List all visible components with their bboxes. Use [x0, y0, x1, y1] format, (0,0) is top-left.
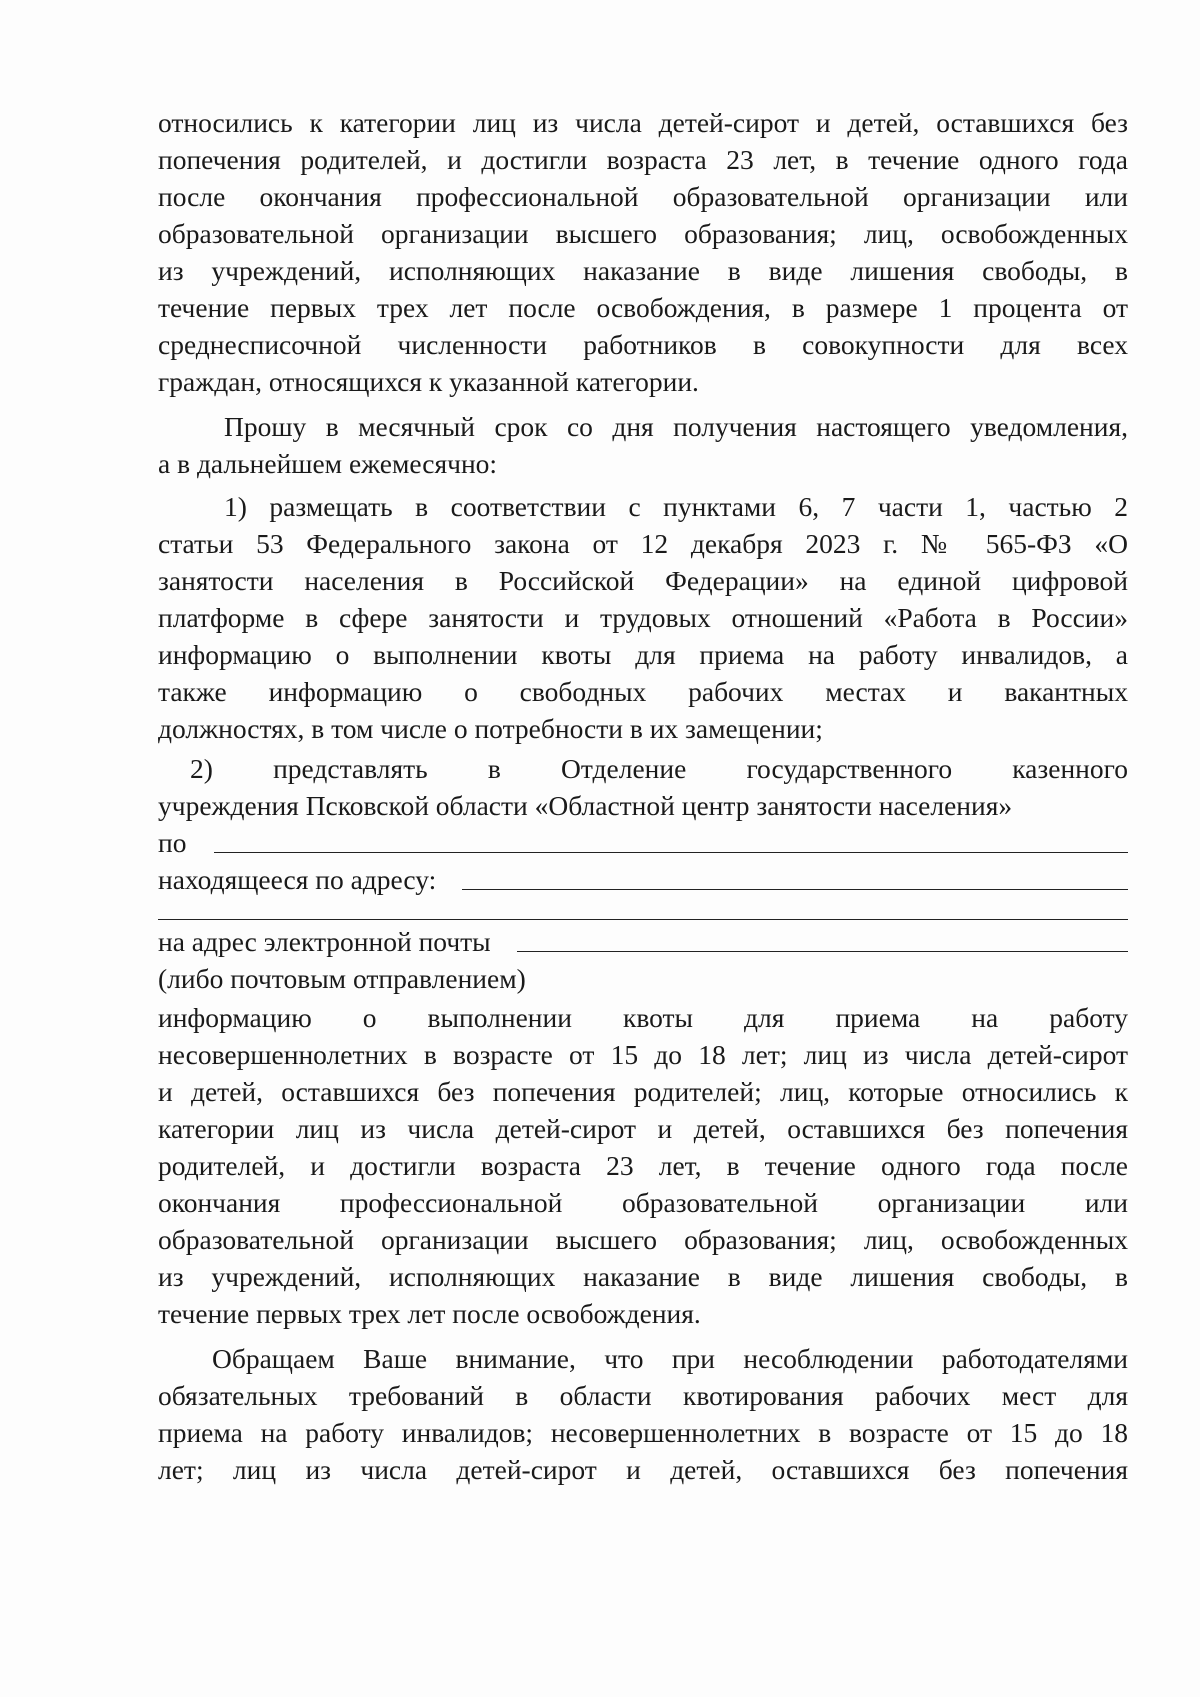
- text-line: среднесписочной численности работников в совокупности для всех: [158, 329, 1128, 360]
- po-blank-line[interactable]: [214, 852, 1128, 853]
- text-line: из учреждений, исполняющих наказание в виде лишения свободы, в: [158, 255, 1128, 286]
- text-line: относились к категории лиц из числа детей-сирот и детей, оставшихся без: [158, 107, 1128, 138]
- text-line: информацию о выполнении квоты для приема на работу инвалидов, а: [158, 639, 1128, 670]
- text-line: должностях, в том числе о потребности в их замещении;: [158, 713, 823, 744]
- paragraph-first-line: Обращаем Ваше внимание, что при несоблюдении работодателями: [212, 1343, 1128, 1374]
- text-line: из учреждений, исполняющих наказание в виде лишения свободы, в: [158, 1261, 1128, 1292]
- text-line: учреждения Псковской области «Областной центр занятости населения»: [158, 790, 1013, 821]
- text-line: также информацию о свободных рабочих местах и вакантных: [158, 676, 1128, 707]
- text-line: окончания профессиональной образовательной организации или: [158, 1187, 1128, 1218]
- text-line: образовательной организации высшего образования; лиц, освобожденных: [158, 1224, 1128, 1255]
- text-line: течение первых трех лет после освобождения, в размере 1 процента от: [158, 292, 1128, 323]
- text-line: приема на работу инвалидов; несовершеннолетних в возрасте от 15 до 18: [158, 1417, 1128, 1448]
- text-line: и детей, оставшихся без попечения родителей; лиц, которые относились к: [158, 1076, 1128, 1107]
- text-line: граждан, относящихся к указанной категории.: [158, 366, 699, 397]
- text-line: обязательных требований в области квотирования рабочих мест для: [158, 1380, 1128, 1411]
- text-line: а в дальнейшем ежемесячно:: [158, 448, 498, 479]
- text-line: несовершеннолетних в возрасте от 15 до 18 лет; лиц из числа детей-сирот: [158, 1039, 1128, 1070]
- text-line: попечения родителей, и достигли возраста 23 лет, в течение одного года: [158, 144, 1128, 175]
- email-label: на адрес электронной почты: [158, 926, 491, 957]
- email-blank-line[interactable]: [517, 951, 1128, 952]
- text-line: лет; лиц из числа детей-сирот и детей, оставшихся без попечения: [158, 1454, 1128, 1485]
- text-line: информацию о выполнении квоты для приема на работу: [158, 1002, 1128, 1033]
- address-label: находящееся по адресу:: [158, 864, 437, 895]
- text-line: после окончания профессиональной образовательной организации или: [158, 181, 1128, 212]
- paragraph-first-line: Прошу в месячный срок со дня получения настоящего уведомления,: [224, 411, 1128, 442]
- address-blank-line[interactable]: [462, 889, 1128, 890]
- text-line: занятости населения в Российской Федерации» на единой цифровой: [158, 565, 1128, 596]
- mail-note: (либо почтовым отправлением): [158, 963, 526, 994]
- text-line: течение первых трех лет после освобождения.: [158, 1298, 701, 1329]
- list-item-2-first-line: 2) представлять в Отделение государственного казенного: [190, 753, 1128, 784]
- text-line: статьи 53 Федерального закона от 12 декабря 2023 г. № 565-ФЗ «О: [158, 528, 1128, 559]
- text-line: платформе в сфере занятости и трудовых отношений «Работа в России»: [158, 602, 1128, 633]
- text-line: категории лиц из числа детей-сирот и детей, оставшихся без попечения: [158, 1113, 1128, 1144]
- po-label: по: [158, 827, 187, 858]
- address-blank-line-2[interactable]: [158, 919, 1128, 920]
- address-field-row: [158, 863, 1128, 897]
- text-line: родителей, и достигли возраста 23 лет, в течение одного года после: [158, 1150, 1128, 1181]
- po-field-row: [158, 826, 1128, 860]
- list-item-1-first-line: 1) размещать в соответствии с пунктами 6, 7 части 1, частью 2: [224, 491, 1128, 522]
- email-field-row: [158, 925, 1128, 959]
- text-line: образовательной организации высшего образования; лиц, освобожденных: [158, 218, 1128, 249]
